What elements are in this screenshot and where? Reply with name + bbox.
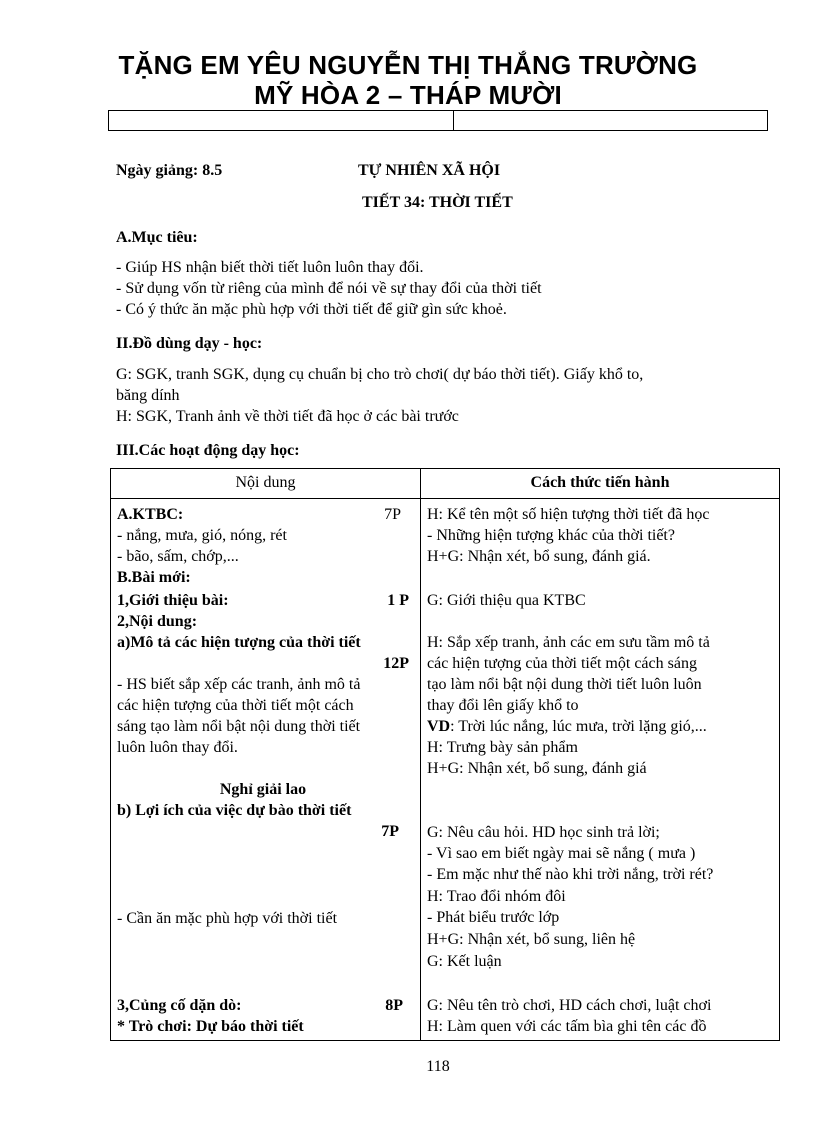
method-line: G: Nêu câu hỏi. HD học sinh trả lời; bbox=[427, 824, 660, 841]
materials-line: H: SGK, Tranh ảnh về thời tiết đã học ở các bài trước bbox=[116, 408, 459, 425]
example-line bbox=[427, 716, 777, 737]
lesson-title: TIẾT 34: THỜI TIẾT bbox=[362, 194, 513, 211]
method-line: thay đổi lên giấy khổ to bbox=[427, 697, 579, 714]
content-line: - HS biết sắp xếp các tranh, ảnh mô tả bbox=[117, 676, 361, 693]
part-a-time: 12P bbox=[383, 655, 409, 672]
ktbc-time: 7P bbox=[384, 506, 401, 523]
activities-table bbox=[110, 468, 780, 1041]
method-line: H+G: Nhận xét, bổ sung, liên hệ bbox=[427, 931, 636, 948]
intro-heading: 1,Giới thiệu bài: bbox=[117, 592, 229, 609]
content-column bbox=[117, 504, 409, 1076]
method-line: tạo làm nổi bật nội dung thời tiết luôn luôn bbox=[427, 676, 702, 693]
part-c-heading: 3,Củng cố dặn dò: bbox=[117, 997, 242, 1014]
method-line: - Vì sao em biết ngày mai sẽ nắng ( mưa ) bbox=[427, 845, 696, 862]
content-line: - nắng, mưa, gió, nóng, rét bbox=[117, 527, 287, 544]
objective-item: - Sử dụng vốn từ riêng của mình để nói về sự thay đổi của thời tiết bbox=[116, 280, 542, 297]
content-line: - bão, sấm, chớp,... bbox=[117, 548, 239, 565]
content-line: - Cần ăn mặc phù hợp với thời tiết bbox=[117, 910, 338, 927]
materials-line: G: SGK, tranh SGK, dụng cụ chuẩn bị cho trò chơi( dự báo thời tiết). Giấy khổ to, bbox=[116, 366, 644, 383]
objective-item: - Có ý thức ăn mặc phù hợp với thời tiết để giữ gìn sức khoẻ. bbox=[116, 301, 507, 318]
page-number: 118 bbox=[426, 1058, 450, 1075]
header-title-line-1: TẶNG EM YÊU NGUYỄN THỊ THẮNG TRƯỜNG bbox=[118, 50, 698, 80]
header-title-line-2: MỸ HÒA 2 – THÁP MƯỜI bbox=[254, 80, 562, 110]
lesson-date: Ngày giảng: 8.5 bbox=[116, 162, 223, 179]
method-line: các hiện tượng của thời tiết một cách sáng bbox=[427, 655, 697, 672]
ktbc-heading: A.KTBC: bbox=[117, 506, 184, 523]
example-label: VD bbox=[427, 718, 451, 735]
game-heading: * Trò chơi: Dự báo thời tiết bbox=[117, 1018, 304, 1035]
example-text: : Trời lúc nắng, lúc mưa, trời lặng gió,... bbox=[450, 718, 707, 735]
part-a-heading: a)Mô tả các hiện tượng của thời tiết bbox=[117, 634, 361, 651]
part-b-time: 7P bbox=[381, 823, 399, 840]
objective-item: - Giúp HS nhận biết thời tiết luôn luôn thay đổi. bbox=[116, 259, 424, 276]
part-b-heading: b) Lợi ích của việc dự bào thời tiết bbox=[117, 802, 352, 819]
method-line: H+G: Nhận xét, bổ sung, đánh giá. bbox=[427, 548, 651, 565]
method-line: H: Kể tên một số hiện tượng thời tiết đã học bbox=[427, 506, 710, 523]
column-header-method: Cách thức tiến hành bbox=[530, 474, 670, 491]
method-line: G: Nêu tên trò chơi, HD cách chơi, luật chơi bbox=[427, 997, 712, 1014]
method-column bbox=[427, 504, 777, 1076]
method-line: H: Trao đổi nhóm đôi bbox=[427, 888, 566, 905]
content-line: sáng tạo làm nổi bật nội dung thời tiết bbox=[117, 718, 361, 735]
break-label: Nghỉ giải lao bbox=[219, 781, 307, 798]
method-line: H: Làm quen với các tấm bìa ghi tên các đồ bbox=[427, 1018, 707, 1035]
content-line: luôn luôn thay đổi. bbox=[117, 739, 238, 756]
content-heading: 2,Nội dung: bbox=[117, 613, 198, 630]
objectives-heading: A.Mục tiêu: bbox=[116, 229, 198, 246]
method-line: - Những hiện tượng khác của thời tiết? bbox=[427, 527, 675, 544]
method-line: H: Trưng bày sản phẩm bbox=[427, 739, 578, 756]
content-line: các hiện tượng của thời tiết một cách bbox=[117, 697, 354, 714]
method-line: G: Giới thiệu qua KTBC bbox=[427, 592, 586, 609]
intro-time: 1 P bbox=[387, 592, 409, 609]
method-line: - Em mặc như thế nào khi trời nắng, trời rét? bbox=[427, 866, 714, 883]
part-c-time: 8P bbox=[385, 997, 403, 1014]
materials-line: băng dính bbox=[116, 387, 180, 404]
method-line: - Phát biểu trước lớp bbox=[427, 909, 560, 926]
new-lesson-heading: B.Bài mới: bbox=[117, 569, 191, 586]
materials-heading: II.Đồ dùng dạy - học: bbox=[116, 335, 263, 352]
header-box bbox=[108, 110, 768, 131]
method-line: H: Sắp xếp tranh, ảnh các em sưu tầm mô tả bbox=[427, 634, 710, 651]
method-line: H+G: Nhận xét, bổ sung, đánh giá bbox=[427, 760, 647, 777]
method-line: G: Kết luận bbox=[427, 953, 502, 970]
column-header-content: Nội dung bbox=[235, 474, 296, 491]
lesson-subject: TỰ NHIÊN XÃ HỘI bbox=[358, 162, 501, 179]
activities-heading: III.Các hoạt động dạy học: bbox=[116, 442, 300, 459]
